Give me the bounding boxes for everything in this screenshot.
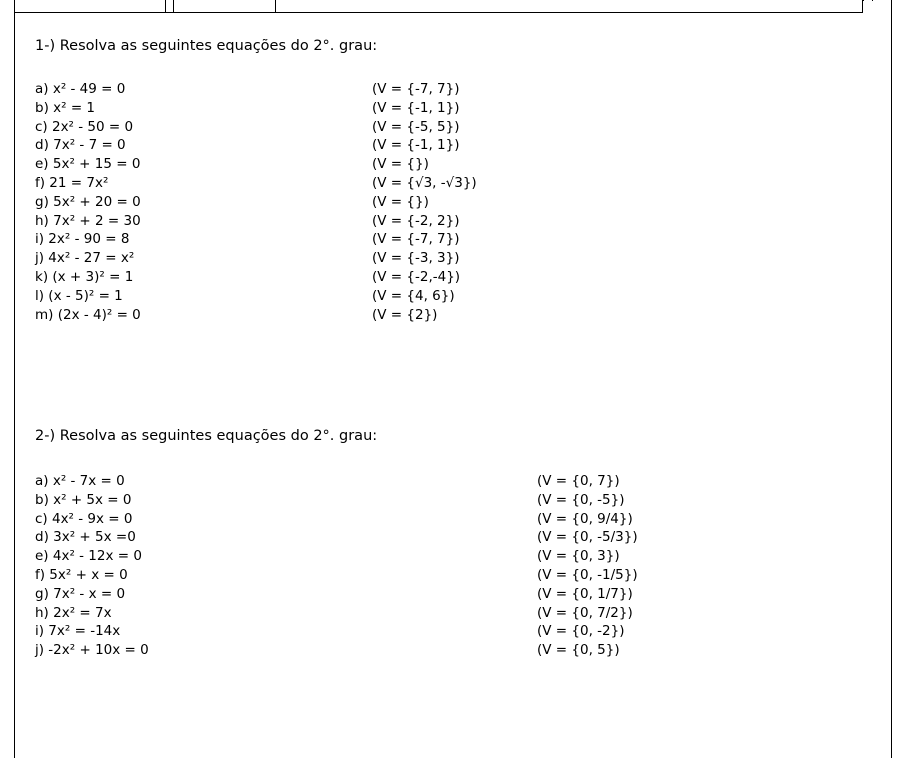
equation: b) x² + 5x = 0 [35,491,132,508]
equation: h) 2x² = 7x [35,604,112,621]
equation: c) 2x² - 50 = 0 [35,118,134,135]
answer: (V = {}) [372,193,429,210]
answer: (V = {0, 7/2}) [537,604,633,621]
equation: d) 3x² + 5x =0 [35,529,136,546]
section-2-title: 2-) Resolva as seguintes equações do 2°. grau: [35,428,378,444]
equation: k) (x + 3)² = 1 [35,269,134,285]
equation: b) x² = 1 [35,99,96,116]
answer: (V = {-7, 7}) [372,231,460,248]
answer: (V = {0, 1/7}) [537,585,633,602]
answer: (V = {0, -5}) [537,491,625,508]
answer: (V = {-2, 2}) [372,212,460,229]
answer: (V = {0, 3}) [537,548,620,565]
equation: i) 7x² = -14x [35,623,121,640]
answer: (V = {}) [372,156,429,173]
answer: (V = {-2,-4}) [372,269,461,285]
answer: (V = {√3, -√3}) [372,175,477,191]
equation: i) 2x² - 90 = 8 [35,231,130,248]
answer: (V = {-1, 1}) [372,99,460,116]
answer: (V = {0, -1/5}) [537,567,638,583]
header-divider [872,0,873,1]
header-divider [173,0,174,12]
equation: a) x² - 7x = 0 [35,473,125,489]
header-divider [165,0,166,12]
equation: j) 4x² - 27 = x² [35,250,135,267]
answer: (V = {4, 6}) [372,287,455,304]
equation: f) 5x² + x = 0 [35,567,128,583]
header-divider [863,0,864,1]
equation: f) 21 = 7x² [35,175,109,191]
answer: (V = {0, 7}) [537,473,620,489]
answer: (V = {0, -2}) [537,623,625,640]
answer: (V = {-5, 5}) [372,118,460,135]
answer: (V = {-3, 3}) [372,250,460,267]
equation: l) (x - 5)² = 1 [35,287,123,304]
equation: e) 5x² + 15 = 0 [35,156,141,173]
answer: (V = {0, 5}) [537,642,620,659]
equation: c) 4x² - 9x = 0 [35,510,133,527]
equation: g) 7x² - x = 0 [35,585,126,602]
equation: e) 4x² - 12x = 0 [35,548,142,565]
equation: m) (2x - 4)² = 0 [35,306,141,323]
answer: (V = {-1, 1}) [372,137,460,154]
header-table [14,0,863,13]
header-divider [275,0,276,12]
equation: g) 5x² + 20 = 0 [35,193,141,210]
answer: (V = {-7, 7}) [372,81,460,97]
section-1-title: 1-) Resolva as seguintes equações do 2°. grau: [35,38,378,54]
answer: (V = {2}) [372,306,438,323]
equation: j) -2x² + 10x = 0 [35,642,149,659]
answer: (V = {0, 9/4}) [537,510,633,527]
equation: a) x² - 49 = 0 [35,81,126,97]
equation: h) 7x² + 2 = 30 [35,212,141,229]
answer: (V = {0, -5/3}) [537,529,638,546]
equation: d) 7x² - 7 = 0 [35,137,126,154]
